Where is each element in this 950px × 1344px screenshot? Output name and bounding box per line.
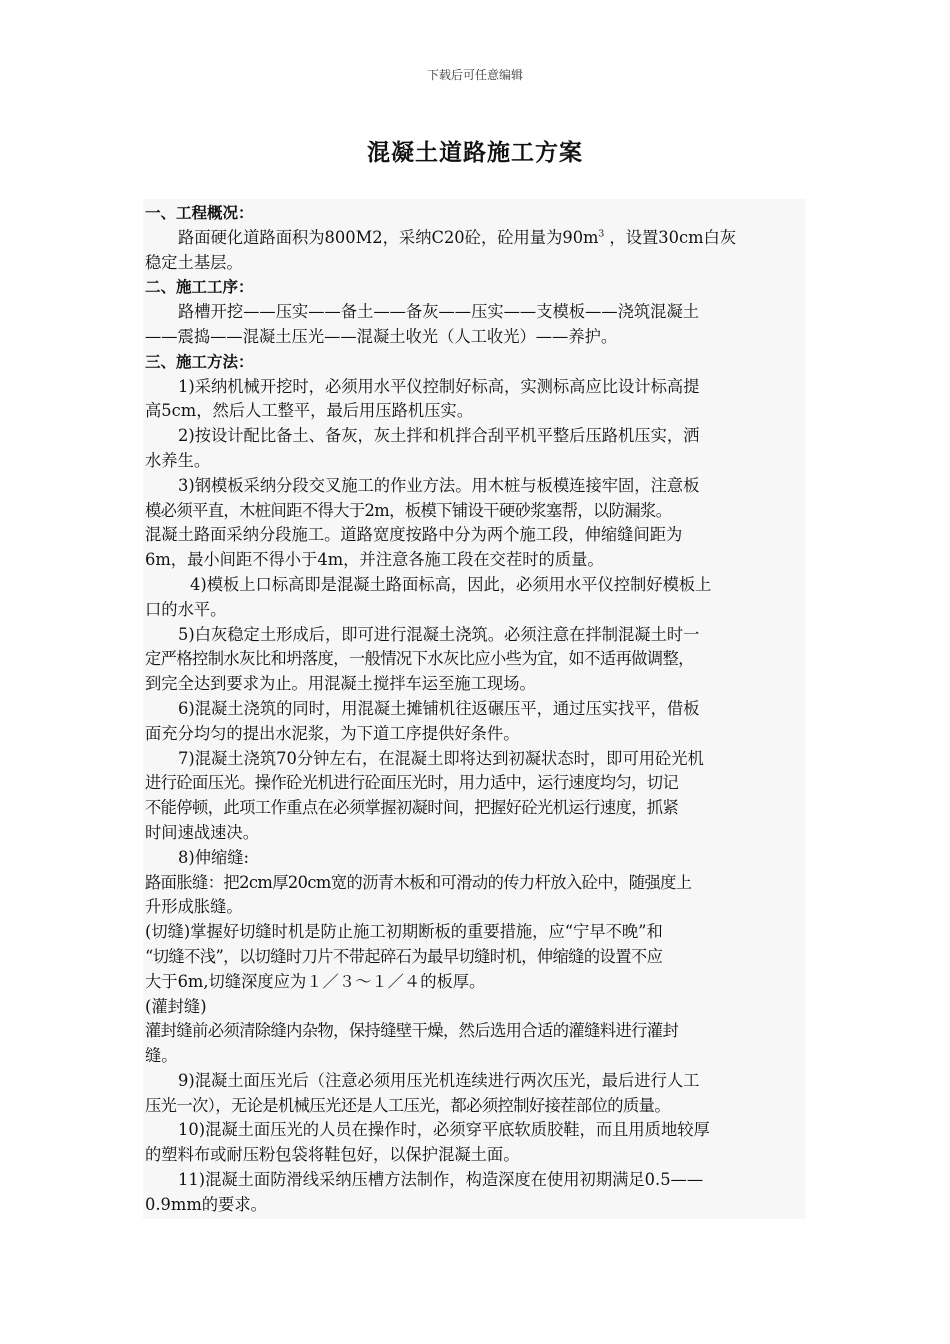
paragraph-line: 稳定土基层。 [145, 252, 243, 272]
paragraph-line: 灌封缝前必须清除缝内杂物，保持缝壁干燥，然后选用合适的灌缝料进行灌封 [145, 1021, 679, 1041]
paragraph-line: 8)伸缩缝: [178, 847, 250, 867]
paragraph-line: (切缝)掌握好切缝时机是防止施工初期断板的重要措施，应“宁早不晚”和 [145, 922, 663, 942]
section-heading: 二、施工工序： [145, 278, 254, 297]
paragraph-line: 口的水平。 [145, 599, 227, 619]
paragraph-line: 模必须平直，木桩间距不得大于2m，板模下铺设干硬砂浆塞帮，以防漏浆。 [145, 500, 672, 520]
paragraph-line: 的塑料布或耐压粉包袋将鞋包好，以保护混凝土面。 [145, 1145, 520, 1165]
paragraph-line: 水养生。 [145, 450, 211, 470]
paragraph-line [145, 226, 805, 251]
paragraph-line: 不能停顿，此项工作重点在必须掌握初凝时间，把握好砼光机运行速度，抓紧 [145, 798, 679, 818]
text-run: ，设置30cm白灰 [604, 227, 737, 247]
paragraph-line: 10)混凝土面压光的人员在操作时，必须穿平底软质胶鞋，而且用质地较厚 [178, 1120, 710, 1140]
paragraph-line: (灌封缝) [145, 996, 207, 1016]
paragraph-line: “切缝不浅”，以切缝时刀片不带起碎石为最早切缝时机，伸缩缝的设置不应 [145, 946, 663, 966]
paragraph-line: 到完全达到要求为止。用混凝土搅拌车运至施工现场。 [145, 674, 536, 694]
paragraph-line: 压光一次），无论是机械压光还是人工压光，都必须控制好接茬部位的质量。 [145, 1095, 671, 1115]
paragraph-line: 缝。 [145, 1046, 178, 1066]
paragraph-line: 6)混凝土浇筑的同时，用混凝土摊铺机往返碾压平，通过压实找平，借板 [178, 698, 700, 718]
paragraph-line: 时间速战速决。 [145, 822, 259, 842]
paragraph-line: 路槽开挖——压实——备土——备灰——压实——支模板——浇筑混凝土 [178, 302, 700, 322]
paragraph-line: 面充分均匀的提出水泥浆，为下道工序提供好条件。 [145, 723, 520, 743]
paragraph-line: 升形成胀缝。 [145, 897, 243, 917]
text-run: 路面硬化道路面积为800M2，采纳C20砼，砼用量为90m [178, 227, 599, 247]
header-note: 下载后可任意编辑 [426, 68, 523, 82]
paragraph-line: 2)按设计配比备土、备灰，灰土拌和机拌合刮平机平整后压路机压实，洒 [178, 426, 700, 446]
paragraph-line: 路面胀缝：把2cm厚20cm宽的沥青木板和可滑动的传力杆放入砼中，随强度上 [145, 872, 692, 892]
paragraph-line: 混凝土路面采纳分段施工。道路宽度按路中分为两个施工段，伸缩缝间距为 [145, 525, 683, 545]
paragraph-line: 7)混凝土浇筑70分钟左右，在混凝土即将达到初凝状态时，即可用砼光机 [178, 748, 704, 768]
document-body [143, 199, 805, 1219]
paragraph-line: 进行砼面压光。操作砼光机进行砼面压光时，用力适中，运行速度均匀，切记 [145, 773, 679, 793]
paragraph-line: 11)混凝土面防滑线采纳压槽方法制作，构造深度在使用初期满足0.5—— [178, 1170, 704, 1190]
paragraph-line: 定严格控制水灰比和坍落度，一般情况下水灰比应小些为宜，如不适再做调整， [145, 649, 694, 669]
paragraph-line: 3)钢模板采纳分段交叉施工的作业方法。用木桩与板模连接牢固，注意板 [178, 475, 700, 495]
paragraph-line: 5)白灰稳定土形成后，即可进行混凝土浇筑。必须注意在拌制混凝土时一 [178, 624, 700, 644]
paragraph-line: 1)采纳机械开挖时，必须用水平仪控制好标高，实测标高应比设计标高提 [178, 376, 700, 396]
paragraph-line: 高5cm，然后人工整平，最后用压路机压实。 [145, 401, 473, 421]
paragraph-line: 0.9mm的要求。 [145, 1194, 267, 1214]
page-title: 混凝土道路施工方案 [367, 140, 583, 166]
paragraph-line: 9)混凝土面压光后（注意必须用压光机连续进行两次压光，最后进行人工 [178, 1070, 700, 1090]
paragraph-line: 4)模板上口标高即是混凝土路面标高，因此，必须用水平仪控制好模板上 [190, 574, 712, 594]
paragraph-line: ——震捣——混凝土压光——混凝土收光（人工收光）——养护。 [145, 326, 618, 346]
section-heading: 一、工程概况： [145, 204, 254, 222]
paragraph-line: 6m，最小间距不得小于4m，并注意各施工段在交茬时的质量。 [145, 550, 604, 570]
superscript: 3 [598, 229, 605, 240]
paragraph-line: 大于6m,切缝深度应为１／３～１／４的板厚。 [145, 971, 486, 991]
section-heading: 三、施工方法： [145, 352, 254, 371]
